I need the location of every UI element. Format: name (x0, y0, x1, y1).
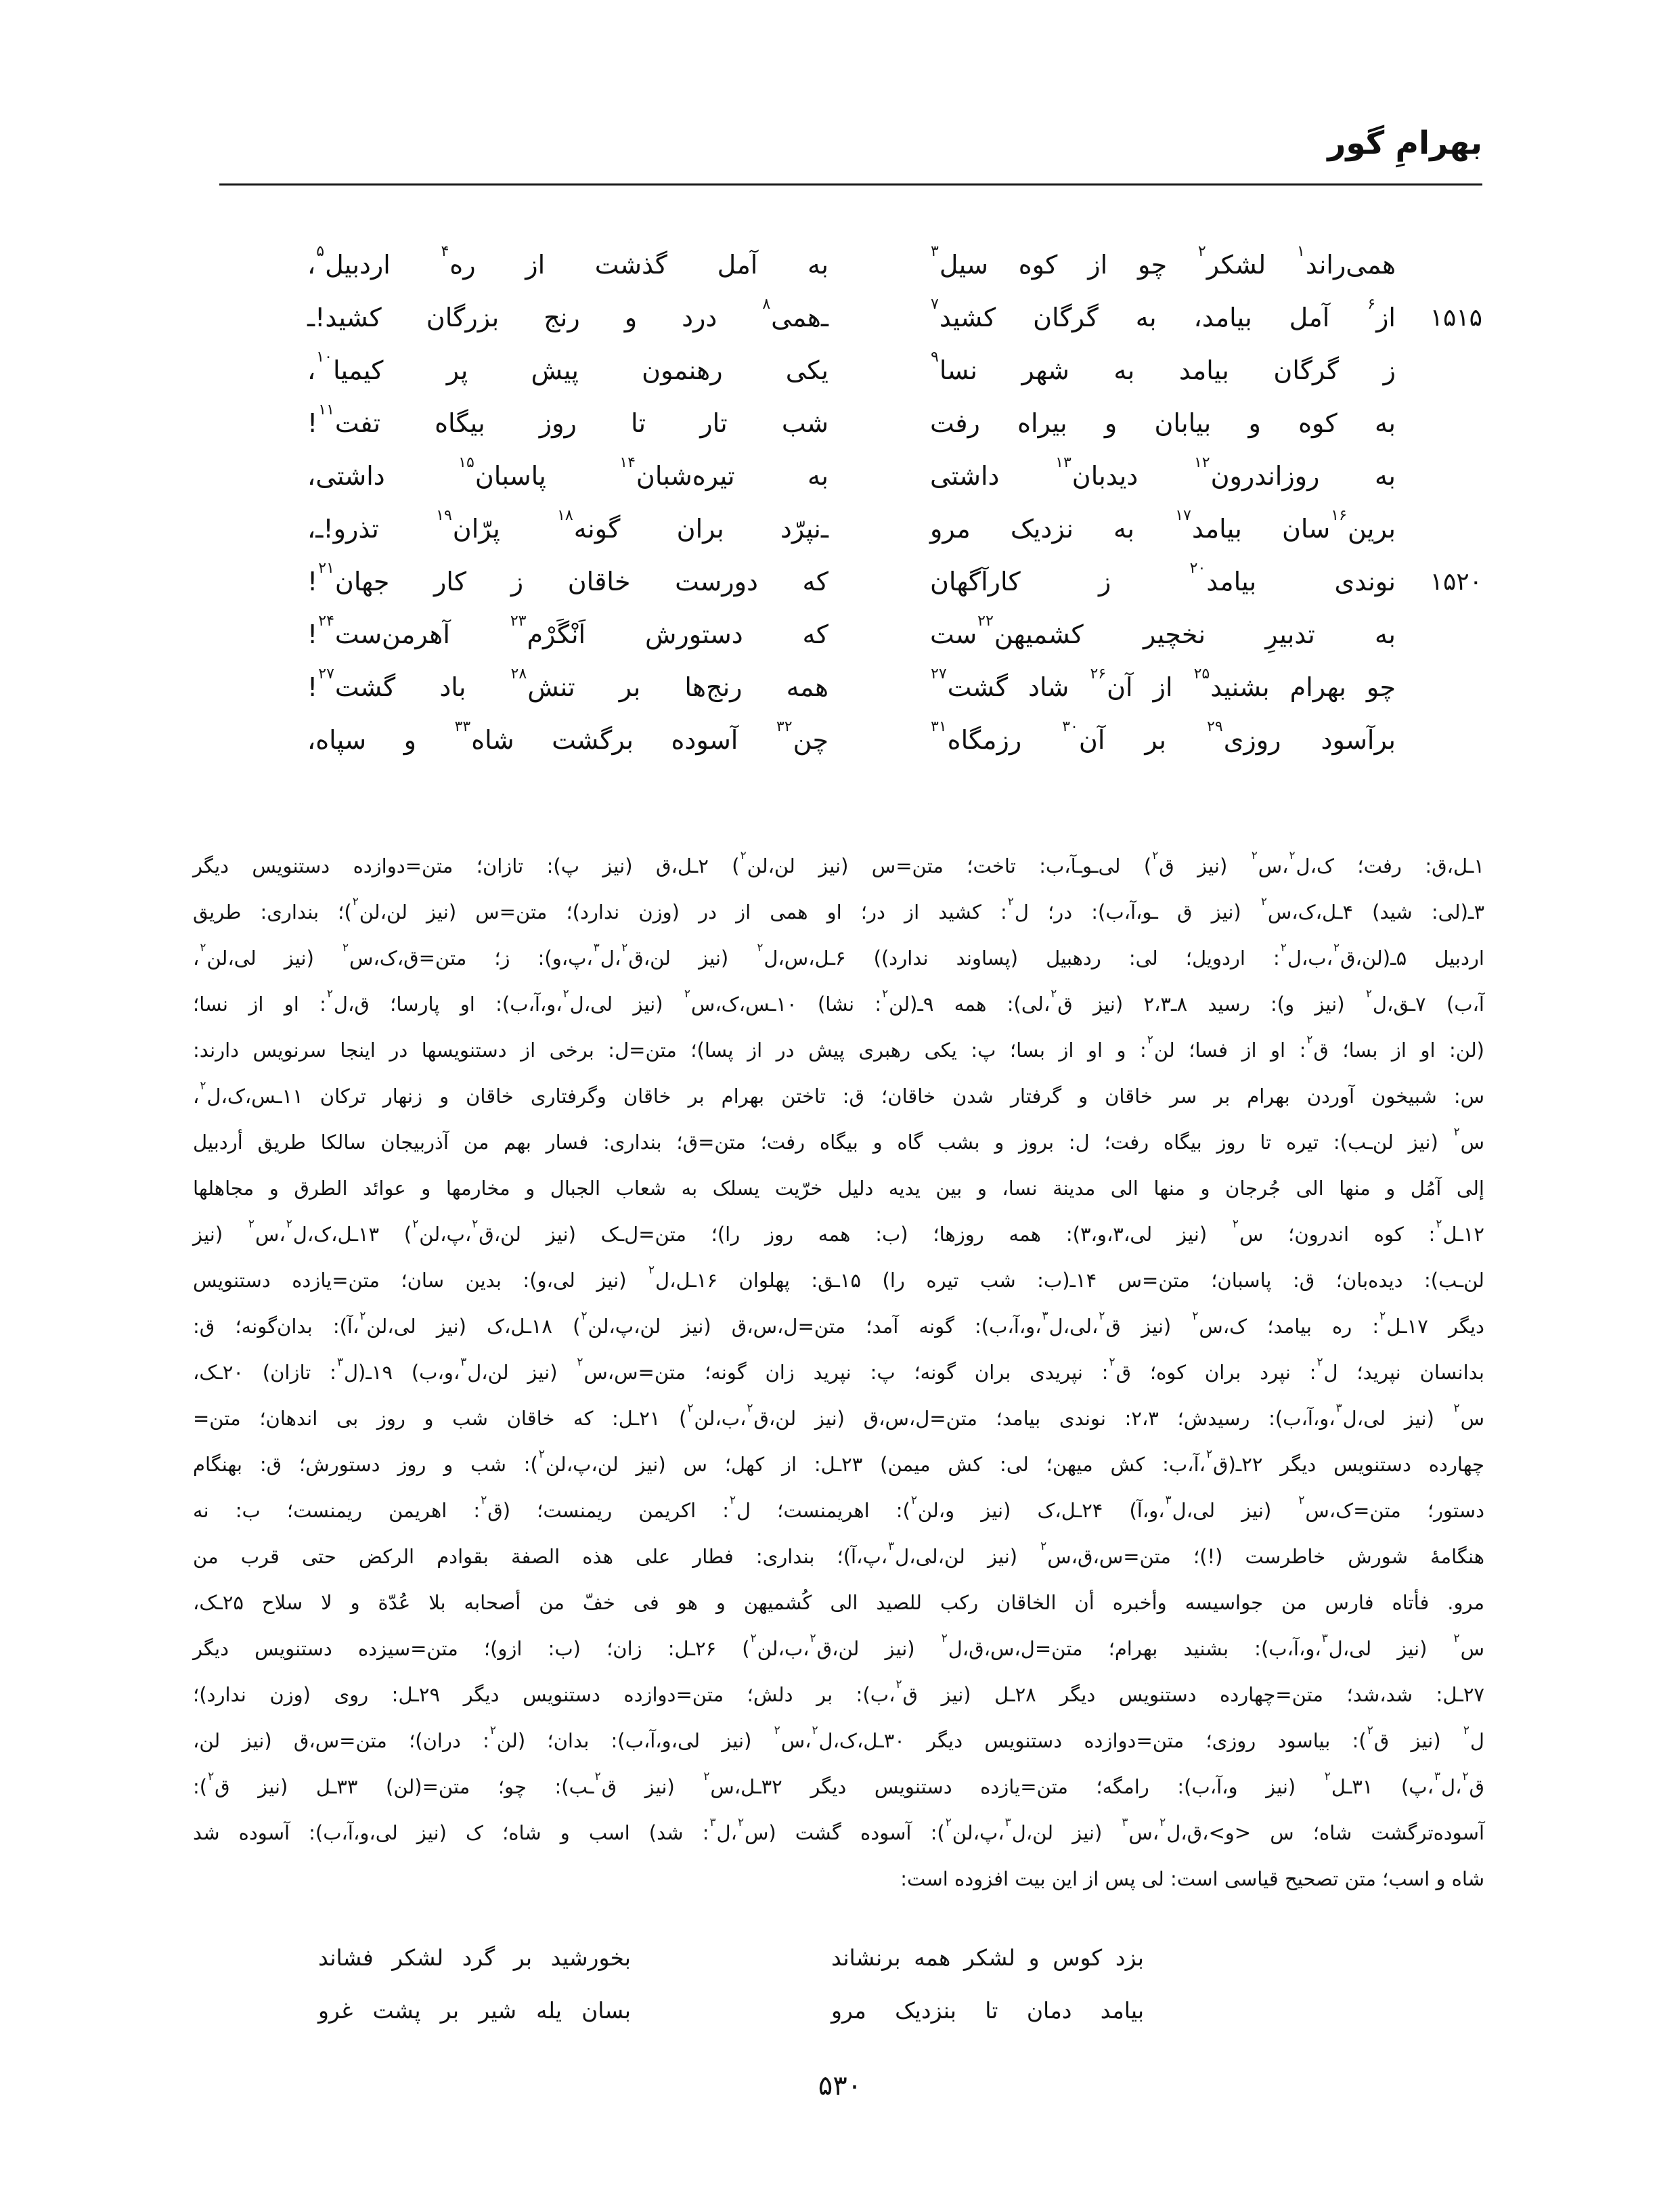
apparatus-line: هنگامهٔ شورش خاطرست (!)؛ متن=س،ق،س$^۲$ (نیز لن،لی،ل$^۳$،پ،آ)؛ بنداری: فطار علی هذه الصفة بقوادم الرکض حتی قرب من (193, 1539, 1484, 1568)
hemistich-left: که دورست خاقان ز کار جهان$^{۲۱}$! (307, 560, 828, 596)
hemistich-left: یکی رهنمون پیش پر کیمیا$^{۱۰}$، (307, 349, 828, 385)
addendum-hemistich-right: بزد کوس و لشکر همه برنشاند (831, 1944, 1144, 1971)
page-number: ۵۳۰ (818, 2070, 862, 2102)
addendum-hemistich-right: بیامد دمان تا بنزدیک مرو (831, 1997, 1144, 2024)
apparatus-line: س$^۲$ (نیز لی،ل$^۳$،و،آ،ب): رسیدش؛ ۲،۳: نوندی بیامد؛ متن=ل،س،ق (نیز لن،ق$^۲$،ب،لن$^۲$) ۲۱ـل: که خاقان شب و روز بی اندهان؛ متن= (193, 1401, 1484, 1430)
apparatus-line: س: شبیخون آوردن بهرام بر سر خاقان و گرفتار شدن خاقان؛ ق: تاختن بهرام بر خاقان وگرفتاری خاقان و زنهار ترکان ۱۱ـس،ک،ل$^۲$، (193, 1079, 1484, 1108)
verse-row (283, 502, 1482, 555)
apparatus-line: بدانسان نپرید؛ ل$^۲$: نپرد بران کوه؛ ق$^۲$: نپریدی بران گونه؛ پ: نپرید زان گونه؛ متن=س،س$^۲$ (نیز لن،ل$^۳$،و،ب) ۱۹ـ(ل$^۳$: تازان) ۲۰ـک، (193, 1355, 1484, 1384)
apparatus-line: ۳ـ(لی: شید) ۴ـل،ک،س$^۲$ (نیز ق ـو،آ،ب): در؛ ل$^۲$: کشید از در؛ او همی از در (وزن ندارد)؛ متن=س (نیز لن،لن$^۲$)؛ بنداری: طریق (193, 894, 1485, 923)
hemistich-right: به روزاندرون$^{۱۲}$ دیدبان$^{۱۳}$ داشتی (930, 454, 1396, 491)
addendum-hemistich-left: بخورشید بر گرد لشکر فشاند (318, 1944, 631, 1971)
hemistich-right: ز گرگان بیامد به شهر نسا$^۹$ (931, 349, 1396, 385)
apparatus-line: ل$^۲$ (نیز ق$^۲$): بیاسود روزی؛ متن=دوازده دستنویس دیگر ۳۰ـل،ک،ل$^۲$،س$^۲$ (نیز لی،و،آ،ب): بدان؛ (لن$^۲$: دران)؛ متن=س،ق (نیز لن، (193, 1723, 1484, 1752)
apparatus-line: شاه و اسب؛ متن تصحیح قیاسی است: لی پس از این بیت افزوده است: (900, 1867, 1484, 1890)
hemistich-right: برین$^{۱۶}$سان بیامد$^{۱۷}$ به نزدیک مرو (930, 507, 1396, 544)
addendum-hemistich-left: بسان یله شیر بر پشت غرو (318, 1997, 631, 2024)
hemistich-left: ـ‌نپرّد بران گونه$^{۱۸}$ پرّان$^{۱۹}$ تذرو!ـ، (307, 507, 828, 544)
verse-row (283, 450, 1482, 502)
hemistich-right: به کوه و بیابان و بیراه رفت (930, 408, 1396, 438)
apparatus-line: س$^۲$ (نیز لن‌ـب): تیره تا روز بیگاه رفت؛ ل: بروز و بشب گاه و بیگاه رفت؛ متن=ق؛ بنداری: فسار بهم من آذربیجان سالکا طریق أردبیل (193, 1125, 1484, 1154)
hemistich-left: شب تار تا روز بیگاه تفت$^{۱۱}$! (307, 401, 828, 438)
verse-row (283, 397, 1482, 450)
hemistich-right: چو بهرام بشنید$^{۲۵}$ از آن$^{۲۶}$ شاد گشت$^{۲۷}$ (931, 666, 1396, 702)
verse-row (283, 555, 1482, 608)
verse-row (283, 291, 1482, 344)
hemistich-right: همی‌راند$^۱$ لشکر$^۲$ چو از کوه سیل$^۳$ (931, 243, 1396, 280)
verse-row (283, 714, 1482, 766)
apparatus-line: ۱۲ـل$^۲$: کوه اندرون؛ س$^۲$ (نیز لی،۳،و،۳): همه روزها؛ (ب: همه روز را)؛ متن=ل‌ـک (نیز لن،ق$^۲$،پ،لن$^۲$) ۱۳ـل،ک،ل$^۲$،س$^۲$ (نیز (193, 1217, 1484, 1246)
apparatus-line: آ،ب) ۷ـق،ل$^۲$ (نیز و): رسید ۸ـ۲،۳ (نیز ق$^۲$،لی): همه ۹ـ(لن$^۲$: نشا) ۱۰ـس،ک،س$^۲$ (نیز لی،ل$^۲$،و،آ،ب): او پارسا؛ ق،ل$^۲$: او از نسا؛ (193, 986, 1484, 1016)
header-rule (219, 183, 1482, 186)
hemistich-right: نوندی بیامد$^{۲۰}$ ز کارآگهان (930, 560, 1396, 596)
verse-row (283, 238, 1482, 291)
hemistich-left: همه رنج‌ها بر تنش$^{۲۸}$ باد گشت$^{۲۷}$! (307, 666, 828, 702)
apparatus-line: دیگر ۱۷ـل$^۲$: ره بیامد؛ ک،س$^۲$ (نیز ق$^۲$،لی،ل$^۳$،و،آ،ب): گونه آمد؛ متن=ل،س،ق (نیز لن،پ،لن$^۲$) ۱۸ـل،ک (نیز لی،لن$^۲$،آ): بدان‌گونه؛ ق: (193, 1309, 1484, 1338)
apparatus-line: مرو. فأتاه فارس من جواسیسه وأخبره أن الخاقان رکب للصید الی کُشمیهن و هو فی خفّ من أصحابه بلا عُدّة و لا سلاح ۲۵ـک، (193, 1591, 1484, 1614)
hemistich-right: برآسود روزی$^{۲۹}$ بر آن$^{۳۰}$ رزمگاه$^{۳۱}$ (931, 718, 1396, 755)
apparatus-line: ق$^۲$،ل$^۳$،پ) ۳۱ـل$^۲$ (نیز و،آ،ب): رامگه؛ متن=یازده دستنویس دیگر ۳۲ـل،س$^۲$ (نیز ق$^۲$ـب): چو؛ متن=(لن) ۳۳ـل (نیز ق$^۲$): (193, 1769, 1484, 1798)
apparatus-line: ۱ـل،ق: رفت؛ ک،ل$^۲$،س$^۲$ (نیز ق$^۲$) لی‌ـو‌ـآ،ب: تاخت؛ متن=س (نیز لن،لن$^۲$) ۲ـل،ق (نیز پ): تازان؛ متن=دوازده دستنویس دیگر (193, 848, 1484, 877)
hemistich-left: به آمل گذشت از ره$^۴$ اردبیل$^۵$، (307, 243, 828, 280)
apparatus-line: س$^۲$ (نیز لی،ل$^۳$،و،آ،ب): بشنید بهرام؛ متن=ل،س،ق،ل$^۲$ (نیز لن،ق$^۲$،ب،لن$^۲$) ۲۶ـل: زان؛ (ب: ازو)؛ متن=سیزده دستنویس دیگر (193, 1631, 1484, 1660)
verse-row (283, 661, 1482, 714)
addendum-verse-row (191, 1931, 1482, 1984)
running-head-title: بهرامِ گور (1327, 125, 1482, 162)
apparatus-line: چهارده دستنویس دیگر ۲۲ـ(ق$^۲$،آ،ب: کش میهن؛ لی: کش میمن) ۲۳ـل: از کهل؛ س (نیز لن،پ،لن$^۲$): شب و روز دستورش؛ ق: بهنگام (193, 1447, 1484, 1476)
hemistich-right: از$^۶$ آمل بیامد، به گرگان کشید$^۷$ (931, 296, 1396, 332)
hemistich-left: چن$^{۳۲}$ آسوده برگشت شاه$^{۳۳}$ و سپاه، (307, 718, 828, 755)
critical-apparatus (193, 843, 1484, 1902)
hemistich-right: به تدبیرِ نخچیر کشمیهن$^{۲۲}$ست (930, 613, 1396, 649)
addendum-verse-row (191, 1984, 1482, 2037)
verse-number: ۱۵۲۰ (1430, 567, 1482, 596)
apparatus-line: ۲۷ـل: شد،شد؛ متن=چهارده دستنویس دیگر ۲۸ـل (نیز ق$^۲$،ب): بر دلش؛ متن=دوازده دستنویس دیگر ۲۹ـل: روی (وزن ندارد)؛ (193, 1677, 1484, 1706)
verse-number: ۱۵۱۵ (1430, 303, 1482, 332)
hemistich-left: به تیره‌شبان$^{۱۴}$ پاسبان$^{۱۵}$ داشتی، (307, 454, 828, 491)
hemistich-left: ـ‌همی$^۸$ درد و رنج بزرگان کشید!ـ (307, 296, 828, 332)
apparatus-line: إلی آمُل و منها الی جُرجان و منها الی مدینة نسا، و بین یدیه دلیل خرّیت یسلک به شعاب الجبال و مخارمها و عوائد الطرق و مجاهلها (193, 1177, 1484, 1200)
poem-block (283, 238, 1482, 766)
apparatus-line: لن‌ـب): دیده‌بان؛ ق: پاسبان؛ متن=س ۱۴ـ(ب: شب تیره را) ۱۵ـق: پهلوان ۱۶ـل،ل$^۲$ (نیز لی،و): بدین سان؛ متن=یازده دستنویس (193, 1263, 1485, 1292)
verse-row (283, 608, 1482, 661)
hemistich-left: که دستورش اَنْگَرْم$^{۲۳}$ آهرمن‌ست$^{۲۴}$! (307, 613, 828, 649)
addendum-verses (191, 1931, 1482, 2037)
apparatus-line: (لن: او از بسا؛ ق$^۲$: او از فسا؛ لن$^۲$: و او از بسا؛ پ: یکی رهبری پیش در از پسا)؛ متن=ل: برخی از دستنویسها در اینجا سرنویس دارند: (193, 1032, 1484, 1062)
apparatus-line: آسوده‌ترگشت شاه؛ س <و>،ق،ل$^۲$،س$^۳$ (نیز لن،ل$^۳$،پ،لن$^۲$): آسوده گشت (س$^۲$،ل$^۳$: شد) اسب و شاه؛ ک (نیز لی،و،آ،ب): آسوده شد (193, 1815, 1485, 1844)
verse-row (283, 344, 1482, 397)
apparatus-line: اردبیل ۵ـ(لن،ق$^۲$،ب،ل$^۲$: اردویل؛ لی: ردهبیل (پساوند ندارد)) ۶ـل،س،ل$^۲$ (نیز لن،ق$^۲$،ل$^۳$،پ،و): ز؛ متن=ق،ک،س$^۲$ (نیز لی،لن$^۲$، (193, 940, 1484, 970)
apparatus-line: دستور؛ متن=ک،س$^۲$ (نیز لی،ل$^۳$،و،آ) ۲۴ـل،ک (نیز و،لن$^۲$): اهریمنست؛ ل$^۲$: اکریمن ریمنست؛ (ق$^۲$: اهریمن ریمنست؛ ب: نه (193, 1493, 1484, 1522)
